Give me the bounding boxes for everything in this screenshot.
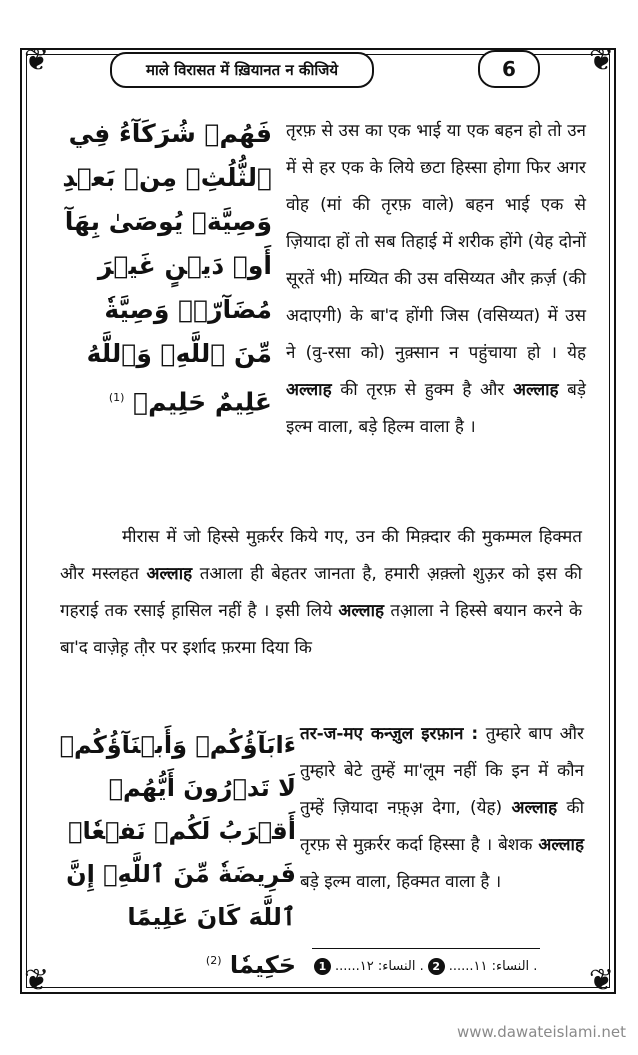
chapter-title: माले विरासत में ख़ियानत न कीजिये bbox=[110, 52, 374, 88]
ornament-icon: ❦ bbox=[24, 963, 50, 998]
footnotes bbox=[314, 954, 540, 978]
allah-name: अल्लाह bbox=[146, 564, 193, 584]
footnote-ref: (2) bbox=[205, 954, 222, 967]
arabic-verse-2 bbox=[56, 724, 296, 987]
ornament-icon: ❦ bbox=[24, 43, 50, 78]
translation-block bbox=[300, 716, 584, 901]
footnote-ref: (1) bbox=[108, 391, 125, 404]
footnote-text: ......النساء: ١٢ . bbox=[335, 958, 424, 974]
translation-text: की तृरफ़ से मुक़र्रर कर्दा हिस्सा है । बेशक bbox=[300, 798, 584, 855]
arabic-verse-text: فَهُمۡ شُرَكَآءُ فِي ٱلثُّلُثِۚ مِنۢ بَعۡدِ وَصِيَّةٖ يُوصَىٰ بِهَآ أَوۡ دَيۡنٍ غَيۡرَ مُضَآرّٖۚ وَصِيَّةٗ مِّنَ ٱللَّهِۗ وَٱللَّهُ عَلِيمٌ حَلِيمٞ bbox=[62, 119, 272, 417]
footnote-divider bbox=[312, 948, 540, 949]
paragraph-2 bbox=[60, 519, 582, 667]
ornament-icon: ❦ bbox=[588, 963, 614, 998]
paragraph-text: तृरफ़ से उस का एक भाई या एक बहन हो तो उन में से हर एक के लिये छटा हिस्सा होगा फिर अगर वोह (मां की तृरफ़ वाले) बहन भाई एक से ज़ियादा हों तो सब तिहाई में शरीक होंगे (येह दोनों सूरतें भी) मय्यित की उस वसिय्यत और क़र्ज़ (की अदाएगी) के बा'द होंगी जिस (वसिय्यत) में उस ने (वु-रसा को) नुक़्सान न पहुंचाया हो । येह bbox=[286, 121, 586, 363]
website-url[interactable]: www.dawateislami.net bbox=[457, 1023, 626, 1041]
paragraph-text: मीरास में जो हिस्से मुक़र्रर किये गए, उन की मिक़्दार की मुकम्मल हिक्मत और मस्लहत bbox=[60, 527, 582, 584]
arabic-verse-1 bbox=[60, 112, 272, 424]
ornament-icon: ❦ bbox=[588, 43, 614, 78]
footnote-number: 1 bbox=[314, 958, 331, 975]
paragraph-text: तआला ही बेहतर जानता है, हमारी अ़क़्लो शुऊ़र को इस की गहराई तक रसाई ह़ासिल नहीं है । इसी लिये bbox=[60, 564, 582, 621]
arabic-verse-text: ءَابَآؤُكُمۡ وَأَبۡنَآؤُكُمۡ لَا تَدۡرُونَ أَيُّهُمۡ أَقۡرَبُ لَكُمۡ نَفۡعٗاۚ فَرِيضَةٗ مِّنَ ٱللَّهِۗ إِنَّ ٱللَّهَ كَانَ عَلِيمًا حَكِيمٗا bbox=[59, 731, 296, 979]
footnote-text: ......النساء: ١١ . bbox=[448, 958, 538, 974]
allah-name: अल्लाह bbox=[538, 835, 584, 855]
paragraph-1 bbox=[286, 113, 586, 446]
translation-text: बड़े इल्म वाला, हिक्मत वाला है । bbox=[300, 872, 502, 892]
allah-name: अल्लाह bbox=[512, 380, 559, 400]
allah-name: अल्लाह bbox=[511, 798, 558, 818]
translation-label: तर-ज-मए कन्ज़ुल इरफ़ान : bbox=[300, 724, 479, 744]
paragraph-text: तआ़ला ने हिस्से बयान करने के बा'द वाज़ेह़ तौ़र पर इर्शाद फ़रमा दिया कि bbox=[60, 601, 583, 658]
allah-name: अल्लाह bbox=[338, 601, 385, 621]
allah-name: अल्लाह bbox=[286, 380, 332, 400]
paragraph-text: बड़े इल्म वाला, बड़े हिल्म वाला है । bbox=[286, 380, 586, 437]
paragraph-text: की तृरफ़ से हुक्म है और bbox=[331, 380, 513, 400]
translation-text: तुम्हारे बाप और तुम्हारे बेटे तुम्हें मा'लूम नहीं कि इन में कौन तुम्हें ज़ियादा नफ़्अ़ देगा, (येह) bbox=[300, 724, 584, 818]
footnote-number: 2 bbox=[428, 958, 445, 975]
page-number: 6 bbox=[478, 50, 540, 88]
